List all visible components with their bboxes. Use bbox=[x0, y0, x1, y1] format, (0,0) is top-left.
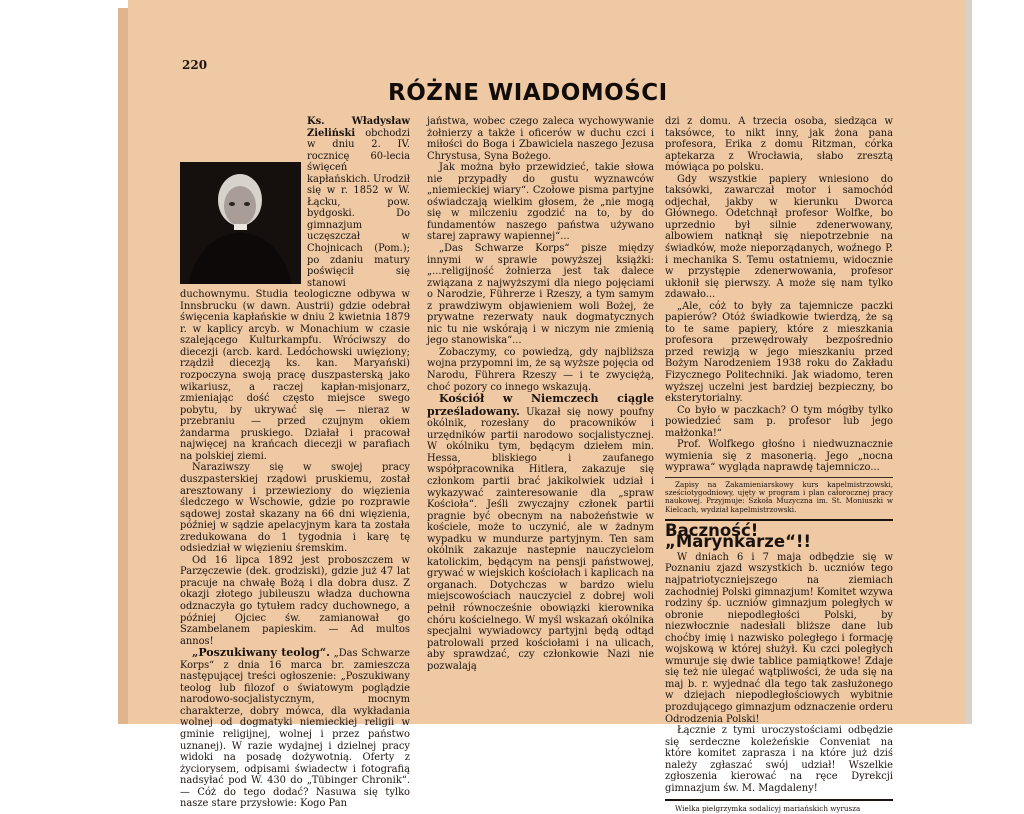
article-teolog-text: „Das Schwarze Korps“ z dnia 16 marca br. zamieszcza następującej treści ogłoszenie: „Poszukiwany teolog lub filozof o światowym poglądzie narodowo-socjalistycznym, mocnym charakterze, dobry mówca, dla wykładania wolnej od dogmatyki niemieckiej religii w gminie religijnej, wolnej i przez państwo uznanej). W razie wydajnej i dzielnej pracy widoki na posadę dożywotnią. Oferty z życiorysem, odpisami świadectw i fotografią nadsyłać pod W. 430 do „Tübinger Chronik“. — Cóż do tego dodać? Nasuwa się tylko nasze stare przysłowie: Kogo Pan bbox=[180, 648, 410, 810]
article-zielinski-p3: Od 16 lipca 1892 jest proboszczem w Parzęczewie (dek. grodziski), gdzie już 47 lat pracuje na chwałę Bożą i dla dobra dusz. Z okazji złotego jubileuszu władza duchowna odznaczyła go tytułem radcy duchownego, a później Ojciec św. zamianował go Szambelanem papieskim. — Ad multos annos! bbox=[180, 554, 410, 647]
scan-edge bbox=[966, 0, 972, 724]
column-right bbox=[665, 116, 893, 814]
column-left bbox=[180, 116, 410, 810]
notice-pielgrzymka: Wielka pielgrzymka sodalicyj mariańskich wyrusza bbox=[675, 804, 861, 814]
divider bbox=[665, 477, 893, 478]
portrait-photo bbox=[180, 162, 301, 284]
article-wolfke-p1: dzi z domu. A trzecia osoba, siedząca w taksówce, to nikt inny, jak żona pana profesora, Erika z domu Ritzman, córka aptekarza z Wrocławia, słabo zresztą mówiąca po polsku. bbox=[665, 116, 893, 174]
article-kosciol-text: Ukazał się nowy poufny okólnik, rozesłany do pracowników i urzędników partii narodowo socjalistycznej. W okólniku tym, będącym dziełem min. Hessa, bliskiego i zaufanego współpracownika Hitlera, zakazuje się członkom partii brać jakikolwiek udział i wykazywać zainteresowanie dla „spraw Kościoła“. Jeśli zwyczajny członek partii pragnie być obecnym na nabożeństwie w kościele, może to uczynić, ale w żadnym wypadku w mundurze partyjnym. Ten sam okólnik zakazuje nastepnie nauczycielom katolickim, będącym na pensji państwowej, grywać w wiejskich kościołach i kaplicach na organach. Dotychczas w bardzo wielu miejscowościach nauczyciel z dobrej woli pełnił równocześnie obowiązki kierownika chóru kościelnego. W myśl wskazań okólnika specjalni wywiadowcy partyjni będą odtąd patrolowali przed kościołami i na ulicach, aby sprawdzać, czy członkowie Nazi nie pozwalają bbox=[427, 406, 654, 672]
article-zielinski-p2: Naraziwszy się w swojej pracy duszpasterskiej rządowi pruskiemu, został aresztowany i przewieziony do więzienia śledczego w Wschowie, gdzie po rozprawie sądowej został skazany na 66 dni więzienia, później w sądzie apelacyjnym kara ta została zredukowana do 1 tygodnia i karę tę odsiedział w więzieniu śremskim. bbox=[180, 462, 410, 555]
article-zielinski-text: obchodzi w dniu 2. IV. rocznicę 60-lecia święceń kapłańskich. Urodził się w r. 1852 w W. Łącku, pow. bydgoski. Do gimnazjum uczęszczał w Chojnicach (Pom.); po zdaniu matury poświęcił się stanowi duchownymu. Studia teologiczne odbywa w Innsbrucku (w dawn. Austrii) gdzie odebrał święcenia kapłańskie w dniu 2 kwietnia 1879 r. w kaplicy arcyb. w Monachium w czasie szalejącego Kulturkampfu. Wróciwszy do diecezji (arcb. kard. Ledóchowski uwięziony; rządził diecezją ks. kan. Maryański) rozpoczyna swoją pracę duszpasterską jako wikariusz, a raczej kapłan-misjonarz, zmieniając dość często miejsce swego pobytu, by ukrywać się — nieraz w przebraniu — przed czujnym okiem żandarma pruskiego. Działał i pracował najwięcej na krańcach diecezji w parafiach na polskiej ziemi. bbox=[180, 127, 410, 462]
article-teolog-lead: „Poszukiwany teolog“. bbox=[192, 646, 330, 660]
article-wolfke-p5: Prof. Wolfkego głośno i niedwuznacznie wymienia się z masonerią. Jego „nocna wyprawa“ wygląda naprawdę tajemniczo... bbox=[665, 439, 893, 474]
section-title-marynkarze: Baczność! „Marynkarze“!! bbox=[665, 520, 811, 552]
newspaper-page bbox=[128, 0, 968, 814]
article-teolog bbox=[180, 647, 410, 810]
article-kosciol bbox=[427, 393, 654, 672]
portrait-image bbox=[180, 162, 301, 284]
article-zielinski bbox=[180, 116, 410, 462]
article-marynkarze-p2: Łącznie z tymi uroczystościami odbędzie się serdeczne koleżeńskie Conveniat na które komitet zaprasza i na które już dziś należy zgłaszać swój udział! Wszelkie zgłoszenia kierować na ręce Dyrekcji gimnazjum św. M. Magdaleny! bbox=[665, 725, 893, 794]
article-religion-p2: Jak można było przewidzieć, takie słowa nie przypadły do gustu wyznawców „niemieckiej wiary“. Czołowe pisma partyjne oświadczają wielkim głosem, że „nie mogą się w milczeniu zgodzić na to, by do fundamentów naszego państwa używano starej zaprawy wapiennej“... bbox=[427, 162, 654, 243]
article-wolfke-p2: Gdy wszystkie papiery wniesiono do taksówki, zawarczał motor i samochód odjechał, jakby w kierunku Dworca Głównego. Odetchnął profesor Wolfke, bo uprzednio był silnie zdenerwowany, albowiem natknął się niepotrzebnie na świadków, może nieporządanych, woźnego P. i mechanika S. Temu ostatniemu, widocznie w przystępie zdenerwowania, profesor ukłonił się pierwszy. A może się nam tylko zdawało... bbox=[665, 173, 893, 301]
column-middle bbox=[427, 116, 654, 724]
article-religion-p4: Zobaczymy, co powiedzą, gdy najbliższa wojna przypomni im, że są wyższe pojęcia od Narodu, Führera Rzeszy — i te zwyciężą, choć pozory co innego wskazują. bbox=[427, 346, 654, 393]
article-religion-p1: jaństwa, wobec czego zaleca wychowywanie żołnierzy a także i oficerów w duchu czci i miłości do Boga i Zbawiciela naszego Jezusa Chrystusa, Syna Bożego. bbox=[427, 116, 654, 162]
article-zielinski-lead: Ks. Władysław Zieliński bbox=[307, 116, 410, 139]
article-wolfke-p3: „Ale, cóż to były za tajemnicze paczki papierów? Otóż świadkowie twierdzą, że są to te same papiery, które z mieszkania profesora przewędrowały bezpośrednio przed rewizją w jego mieszkaniu przed Bożym Narodzeniem 1938 roku do Zakładu Fizycznego Politechniki. Jak wiadomo, teren wyższej uczelni jest bardziej bezpieczny, bo eksterytorialny. bbox=[665, 300, 893, 405]
article-kosciol-lead: Kościół w Niemczech ciągle prześladowany. bbox=[427, 392, 654, 418]
page-headline: RÓŻNE WIADOMOŚCI bbox=[388, 80, 668, 106]
article-religion-p3: „Das Schwarze Korps“ pisze między innymi w sprawie powyższej książki: „...religijność żołnierza jest tak dalece związana z najwyższymi dla niego pojęciami o Narodzie, Führerze i Rzeszy, a tym samym z prawdziwym objawieniem woli Bożej, że prywatne rezerwaty nauk dogmatycznych nic tu nie wskórają i w niczym nie zmienią jego stanowiska“... bbox=[427, 243, 654, 347]
article-wolfke-p4: Co było w paczkach? O tym mógłby tylko powiedzieć sam p. profesor lub jego małżonka!“ bbox=[665, 404, 893, 439]
article-marynkarze-p1: W dniach 6 i 7 maja odbędzie się w Poznaniu zjazd wszystkich b. uczniów tego najpatriotyczniejszego na ziemiach zachodniej Polski gimnazjum! Komitet wzywa rodziny śp. uczniów gimnazjum poległych w obronie niepodległości Polski, by niezwłocznie nadesłali bliższe dane lub choćby imię i nazwisko poległego i formację wojskową w której służył. Ku czci poległych wmuruje się dwie tablice pamiątkowe! Zdaje się też nie ulegać wątpliwości, że uda się na maj b. r. wyjednać dla tego tak zasłużonego w dziejach niepodległościowych wybitnie prozdującego gimnazjum odznaczenie orderu Odrodzenia Polski! bbox=[665, 551, 893, 725]
page-number: 220 bbox=[182, 58, 208, 72]
page-edge-shadow bbox=[118, 8, 128, 724]
section-divider-bottom bbox=[665, 799, 893, 801]
notice-kurs: Zapisy na Zakamieniarskowy kurs kapelmistrzowski, sześciotygodniowy, ujęty w program i plan całorocznej pracy naukowej. Przyjmuje: Szkoła Muzyczna im. St. Moniuszki w Kielcach, wydział kapelmistrzowski. bbox=[665, 479, 893, 514]
